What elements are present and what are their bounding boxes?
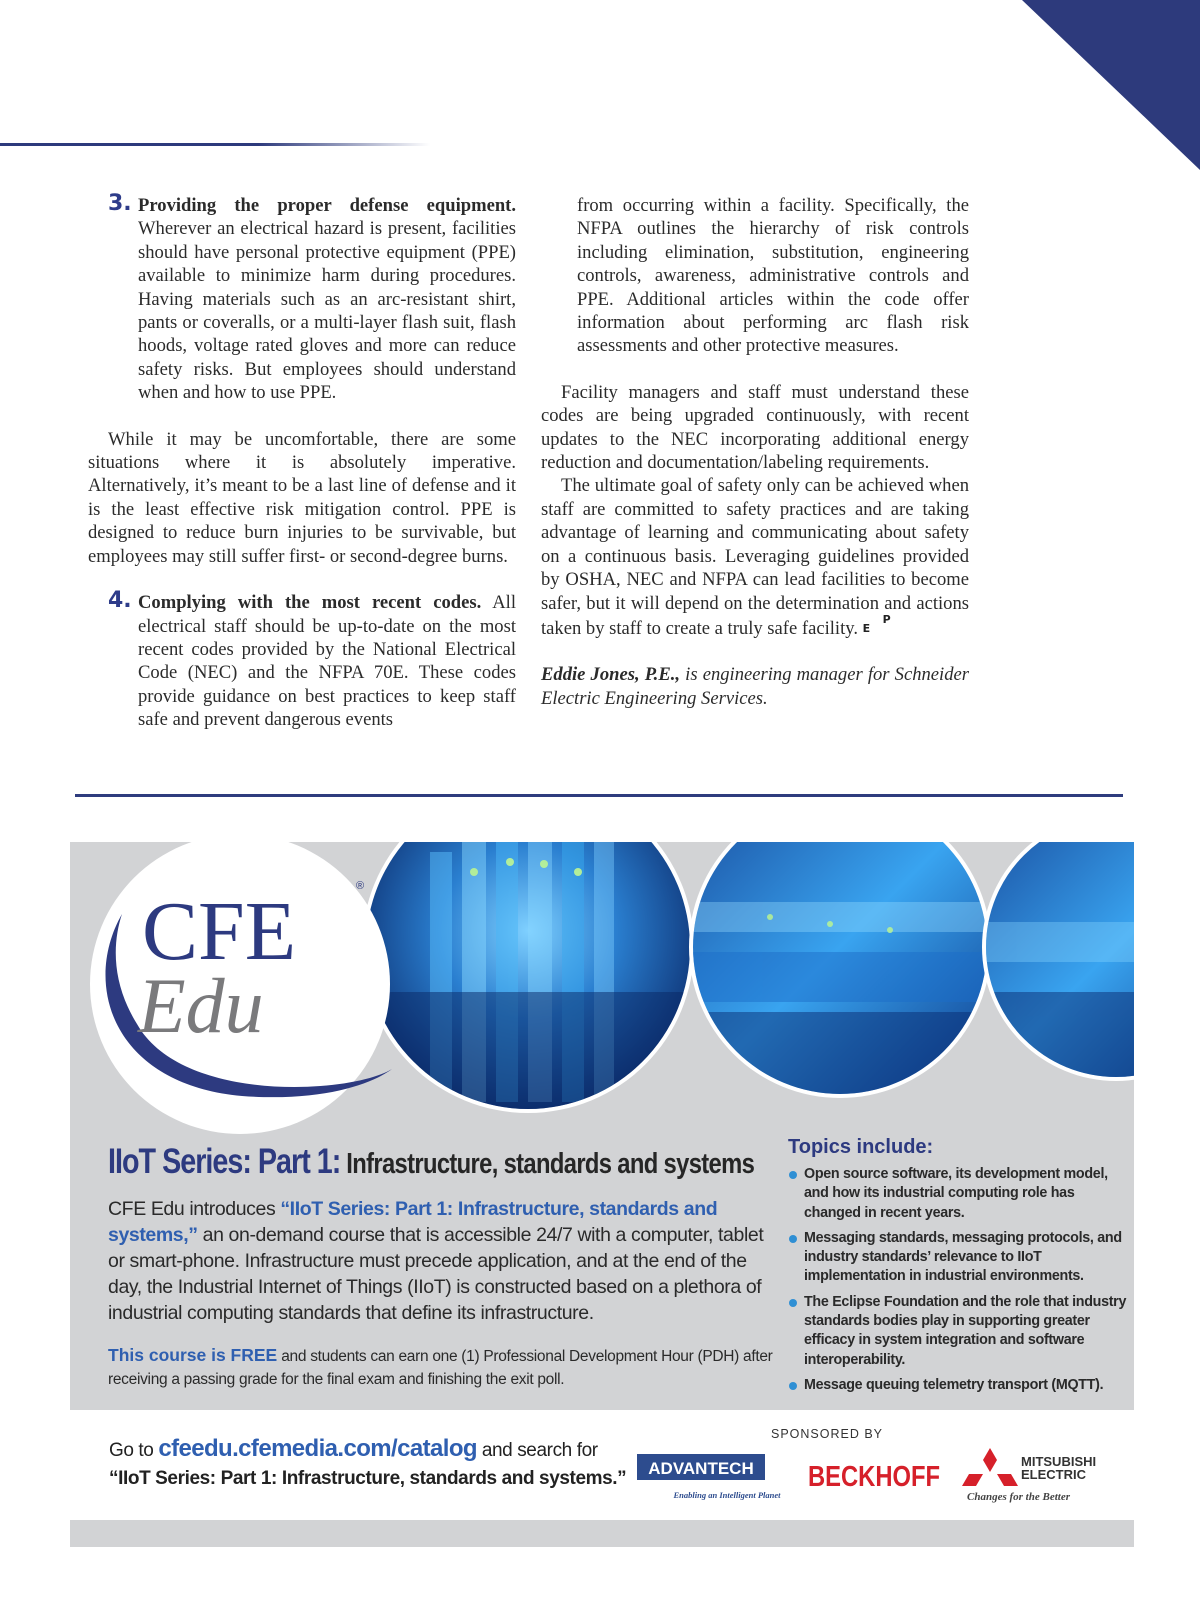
paragraph-goal: The ultimate goal of safety only can be achieved when staff are committed to safety practices and are taking advantage of learning and communicating about safety on a continuous basis. Leveraging guidelines provided by OSHA, NEC and NFPA can lead facilities to become safer, but it will depend on the determination and actions taken by staff to create a truly safe facility. P E: [541, 475, 969, 639]
svg-text:CFE: CFE: [142, 885, 297, 978]
header-rule: [0, 143, 430, 146]
bullet-icon: [789, 1299, 797, 1307]
advantech-logo: [637, 1454, 781, 1500]
article-column-left: [88, 191, 516, 732]
mitsubishi-electric-logo: [962, 1448, 1096, 1503]
end-mark-icon: P E: [862, 612, 891, 635]
author-name: Eddie Jones, P.E.,: [541, 664, 681, 686]
course-name-highlight: “IIoT Series: Part 1: Infrastructure, standards and systems,”: [108, 1198, 718, 1246]
bullet-icon: [789, 1235, 797, 1243]
bullet-icon: [789, 1382, 797, 1390]
cfe-edu-advertisement[interactable]: [70, 842, 1134, 1410]
item-text-continued: from occurring within a facility. Specifically, the NFPA outlines the hierarchy of risk controls including elimination, substitution, engineering controls, awareness, administrative controls and PPE. Additional articles within the code offer information about performing arc flash risk assessments and other protective measures.: [577, 195, 969, 357]
sponsored-by-label: SPONSORED BY: [771, 1427, 884, 1441]
list-item-3: [88, 191, 516, 405]
free-course-note: This course is FREE and students can earn one (1) Professional Development Hour (PDH) after receiving a passing grade for the final exam and finishing the exit poll.: [108, 1345, 773, 1388]
list-item: Message queuing telemetry transport (MQTT).: [788, 1376, 1128, 1395]
paragraph-codes: Facility managers and staff must understand these codes are being upgraded continuously, with recent updates to the NEC incorporating additional energy reduction and documentation/labeling requirements.: [541, 381, 969, 474]
cfe-edu-logo: [70, 842, 438, 1134]
section-divider: [75, 794, 1123, 797]
svg-text:ADVANTECH: ADVANTECH: [648, 1459, 754, 1478]
item-number: 3.: [108, 191, 132, 216]
list-item-4-continued: [541, 194, 969, 358]
search-query: “IIoT Series: Part 1: Infrastructure, standards and systems.”: [109, 1468, 627, 1489]
sponsor-logos: [637, 1446, 1117, 1506]
svg-text:Changes for the Better: Changes for the Better: [967, 1491, 1070, 1503]
author-byline: Eddie Jones, P.E., is engineering manager for Schneider Electric Engineering Services.: [541, 664, 970, 709]
course-description: CFE Edu introduces “IIoT Series: Part 1: Infrastructure, standards and systems,” an on-demand course that is accessible 24/7 with a computer, tablet or smart-phone. Infrastructure must precede application, and at the end of the day, the Industrial Internet of Things (IIoT) is constructed based on a plethora of industrial computing standards that define its infrastructure.: [108, 1198, 764, 1324]
list-item: Messaging standards, messaging protocols, and industry standards’ relevance to IIoT implementation in industrial environments.: [788, 1229, 1128, 1287]
catalog-callout: Go to cfeedu.cfemedia.com/catalog and search for “IIoT Series: Part 1: Infrastructure, standards and systems.”: [109, 1435, 627, 1489]
article-column-right: [541, 194, 969, 710]
item-text: Wherever an electrical hazard is present, facilities should have personal protective equipment (PPE) available to minimize harm during procedures. Having materials such as an arc-resistant shirt, pants or coveralls, or a multi-layer flash suit, flash hoods, voltage rated gloves and more can reduce safety risks. But employees should understand when and how to use PPE.: [138, 218, 516, 404]
list-item-4: [88, 588, 516, 731]
catalog-link[interactable]: cfeedu.cfemedia.com/catalog: [158, 1435, 477, 1462]
svg-text:Enabling an Intelligent Planet: Enabling an Intelligent Planet: [673, 1490, 781, 1500]
item-text: All electrical staff should be up-to-date on the most recent codes provided by the National Electrical Code (NEC) and the NFPA 70E. These codes provide guidance on best practices to keep staff safe and prevent dangerous events: [138, 592, 516, 731]
item-number: 4.: [108, 588, 132, 614]
item-lead: Complying with the most recent codes.: [138, 592, 482, 614]
topics-title: Topics include:: [788, 1136, 934, 1158]
topics-panel: [788, 1136, 1128, 1401]
footer-bar: [70, 1520, 1134, 1547]
paragraph-ppe: While it may be uncomfortable, there are some situations where it is absolutely imperative. Alternatively, it’s meant to be a last line of defense and it is the least effective risk mitigation control. PPE is designed to reduce burn injuries to be survivable, but employees may still suffer first- or second-degree burns.: [88, 428, 516, 567]
topics-list: [788, 1165, 1128, 1395]
svg-text:MITSUBISHI: MITSUBISHI: [1021, 1454, 1097, 1469]
beckhoff-logo: [808, 1460, 940, 1493]
list-item: Open source software, its development model, and how its industrial computing role has changed in recent years.: [788, 1165, 1128, 1223]
item-lead: Providing the proper defense equipment.: [138, 195, 516, 216]
svg-text:Edu: Edu: [138, 962, 264, 1049]
corner-decoration: [1000, 0, 1200, 200]
list-item: The Eclipse Foundation and the role that industry standards bodies play in supporting greater efficacy in system integration and software interoperability.: [788, 1293, 1128, 1370]
course-title: IIoT Series: Part 1: Infrastructure, standards and systems: [108, 1142, 755, 1181]
svg-text:®: ®: [356, 880, 365, 892]
bullet-icon: [789, 1171, 797, 1179]
svg-text:BECKHOFF: BECKHOFF: [807, 1459, 941, 1493]
svg-text:ELECTRIC: ELECTRIC: [1021, 1467, 1086, 1482]
